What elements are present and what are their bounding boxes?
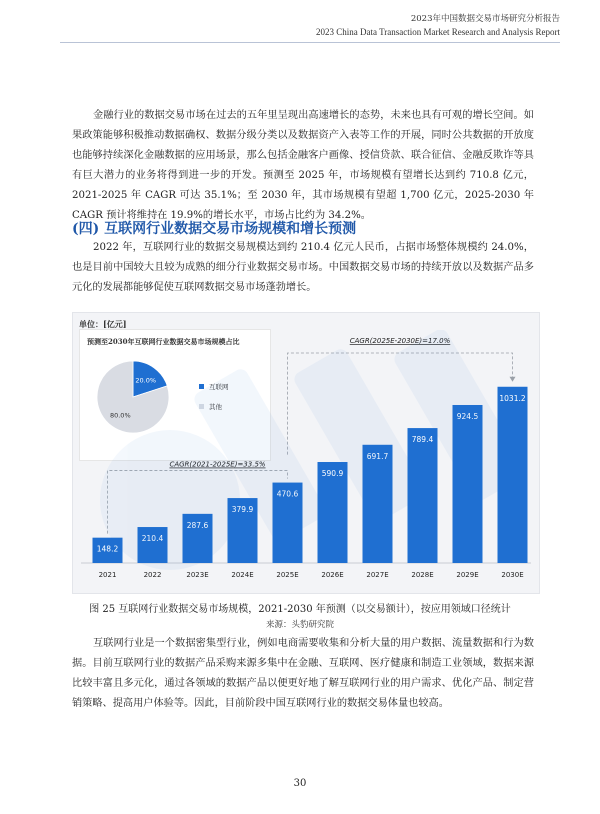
x-tick-label: 2028E — [411, 571, 434, 579]
bar-value-label: 691.7 — [366, 451, 389, 461]
x-tick-label: 2021 — [98, 571, 117, 579]
bar-value-label: 470.6 — [276, 489, 299, 499]
x-tick-label: 2026E — [321, 571, 344, 579]
legend-label: 其他 — [209, 403, 222, 411]
bar-value-label: 789.4 — [411, 435, 434, 445]
bar — [498, 387, 528, 563]
report-header-cn: 2023年中国数据交易市场研究分析报告 — [410, 14, 560, 24]
cagr-label: CAGR(2025E-2030E)=17.0% — [349, 337, 451, 345]
cagr-label: CAGR(2021-2025E)=33.5% — [169, 460, 266, 469]
bar — [363, 445, 393, 563]
unit-label: 单位：[亿元] — [79, 319, 127, 329]
header-divider — [60, 42, 560, 43]
chart-svg — [73, 313, 539, 593]
x-tick-label: 2030E — [501, 571, 524, 579]
bar — [453, 405, 483, 563]
legend-label: 互联网 — [209, 383, 229, 391]
bar-value-label: 1031.2 — [499, 393, 526, 403]
section-heading: (四) 互联网行业数据交易市场规模和增长预测 — [72, 221, 357, 237]
figure-caption: 图 25 互联网行业数据交易市场规模，2021-2030 年预测（以交易额计），按应用领域口径统计 — [89, 604, 511, 615]
bar — [408, 428, 438, 563]
x-tick-label: 2025E — [276, 571, 299, 579]
paragraph-internet-analysis: 互联网行业是一个数据密集型行业，例如电商需要收集和分析大量的用户数据、流量数据和行为数据。目前互联网行业的数据产品采购来源多集中在金融、互联网、医疗健康和制造工业领域，数据来源比较丰富且多元化，通过各领域的数据产品以便更好地了解互联网行业的用户需求、优化产品、制定营销策略、提高用户体验等。因此，目前阶段中国互联网行业的数据交易体量也较高。 — [72, 638, 534, 709]
x-tick-label: 2029E — [456, 571, 479, 579]
legend-swatch — [199, 384, 204, 389]
x-tick-label: 2022 — [143, 571, 162, 579]
bar-value-label: 590.9 — [321, 469, 344, 479]
figure-source: 来源：头豹研究院 — [265, 620, 334, 630]
paragraph-finance: 金融行业的数据交易市场在过去的五年里呈现出高速增长的态势，未来也具有可观的增长空间。如果政策能够积极推动数据确权、数据分级分类以及数据资产入表等工作的开展，同时公共数据的开放度也能够持续深化金融数据的应用场景，那么包括金融客户画像、授信贷款、联合征信、金融反欺诈等具有巨大潜力的业务将得到进一步的开发。预测至 2025 年，市场规模有望增长达到约 710.8 亿元，2021-2025 年 CAGR 可达 35.1%；至 2030 年，其市场规模有望超 1,700 亿元，2025-2030 年 CAGR 预计将维持在 19.9%的增长水平，市场占比约为 34.2%。 — [72, 110, 534, 221]
paragraph-internet-intro: 2022 年，互联网行业的数据交易规模达到约 210.4 亿元人民币，占据市场整体规模约 24.0%，也是目前中国较大且较为成熟的细分行业数据交易市场。中国数据交易市场的持续开放以及数据产品多元化的发展都能够促使互联网数据交易市场蓬勃增长。 — [72, 242, 534, 293]
bar — [138, 527, 168, 563]
x-tick-label: 2023E — [186, 571, 209, 579]
figure-chart — [72, 312, 540, 594]
x-tick-label: 2024E — [231, 571, 254, 579]
bar-value-label: 287.6 — [186, 520, 209, 530]
pie-title: 预测至2030年互联网行业数据交易市场规模占比 — [87, 337, 240, 346]
pie-slice-label: 20.0% — [135, 376, 157, 385]
bar-value-label: 924.5 — [456, 411, 479, 421]
cagr-arrowhead — [510, 377, 516, 382]
pie-slice-label: 80.0% — [109, 411, 131, 420]
bar-value-label: 210.4 — [141, 534, 164, 544]
legend-swatch — [199, 404, 204, 409]
x-tick-label: 2027E — [366, 571, 389, 579]
bar-value-label: 379.9 — [231, 505, 254, 515]
bar-value-label: 148.2 — [96, 544, 119, 554]
page-number: 30 — [293, 778, 307, 789]
report-header-en: 2023 China Data Transaction Market Research and Analysis Report — [316, 27, 560, 37]
